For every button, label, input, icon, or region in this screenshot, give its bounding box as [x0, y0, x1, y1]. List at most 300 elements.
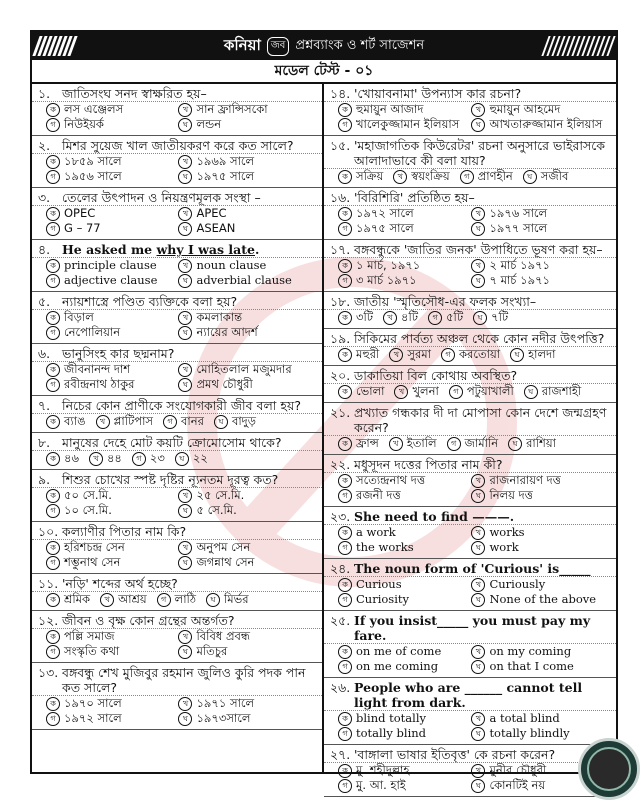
option-item[interactable]	[178, 117, 310, 132]
option-item[interactable]	[46, 273, 178, 288]
question-block	[324, 455, 616, 507]
option-item[interactable]	[338, 102, 471, 117]
option-letter-badge: ঘ	[178, 712, 192, 726]
options-group	[32, 414, 322, 431]
option-item[interactable]	[338, 540, 471, 555]
question-text: শিশুর চোখের স্পষ্ট দৃষ্টির ন্যূনতম দূরত্ব কত?	[62, 472, 279, 487]
options-group	[32, 592, 322, 609]
option-item[interactable]	[524, 384, 581, 399]
option-label: জগন্নাথ সেন	[196, 555, 255, 569]
option-item[interactable]	[338, 258, 471, 273]
option-item[interactable]	[46, 592, 90, 607]
option-item[interactable]	[46, 540, 178, 555]
option-item[interactable]	[46, 117, 178, 132]
option-label: অনুপম সেন	[196, 540, 251, 554]
option-item[interactable]	[46, 696, 178, 711]
option-item[interactable]	[338, 347, 379, 362]
option-item[interactable]	[132, 451, 165, 466]
option-item[interactable]	[89, 451, 122, 466]
options-group	[32, 206, 322, 238]
question-text: সিকিমের পার্বত্য অঞ্চল থেকে কোন নদীর উৎপত্তি?	[354, 331, 605, 346]
option-letter-badge: ঘ	[473, 311, 487, 325]
option-item[interactable]	[471, 592, 604, 607]
corner-logo	[578, 738, 640, 800]
option-letter-badge: গ	[46, 274, 60, 288]
option-item[interactable]	[178, 488, 310, 503]
option-item[interactable]	[338, 577, 471, 592]
option-item[interactable]	[471, 117, 604, 132]
option-label: খালেকুজ্জামান ইলিয়াস	[356, 117, 460, 131]
question-number: ২৭.	[330, 747, 351, 762]
option-letter-badge: খ	[394, 385, 408, 399]
option-label: আশ্রয়	[118, 592, 147, 606]
question-row	[324, 84, 616, 102]
options-group	[32, 102, 322, 134]
question-text: জাতীয় 'স্মৃতিসৌধ-এর ফলক সংখ্যা–	[354, 294, 537, 309]
header-subtitle: প্রশ্নব্যাংক ও শর্ট সাজেশন	[295, 37, 425, 53]
option-label: ১৯৭৩সালে	[196, 711, 251, 725]
option-label: মতিচুর	[196, 644, 228, 658]
option-item[interactable]	[471, 258, 604, 273]
option-letter-badge: ক	[338, 474, 352, 488]
option-letter-badge: ক	[338, 437, 352, 451]
option-item[interactable]	[178, 154, 310, 169]
question-text: মধুসূদন দত্তের পিতার নাম কী?	[354, 457, 503, 472]
option-letter-badge: ঘ	[178, 645, 192, 659]
option-item[interactable]	[178, 169, 310, 184]
option-letter-badge: খ	[96, 415, 110, 429]
option-item[interactable]	[460, 169, 513, 184]
option-item[interactable]	[178, 503, 310, 518]
option-item[interactable]	[46, 154, 178, 169]
option-letter-badge: খ	[471, 712, 485, 726]
option-label: a total blind	[489, 711, 560, 725]
option-letter-badge: খ	[389, 437, 403, 451]
question-text: ভানুসিংহ কার ছদ্মনাম?	[62, 346, 175, 361]
option-label: ২ মার্চ ১৯৭১	[489, 258, 551, 272]
option-letter-badge: ক	[46, 207, 60, 221]
option-item[interactable]	[394, 384, 438, 399]
option-label: noun clause	[196, 258, 267, 272]
option-letter-badge: ঘ	[471, 118, 485, 132]
option-letter-badge: খ	[89, 452, 103, 466]
option-label: OPEC	[64, 206, 96, 220]
option-item[interactable]	[389, 347, 431, 362]
options-group	[324, 206, 616, 238]
question-block	[32, 84, 322, 136]
option-item[interactable]	[46, 414, 86, 429]
option-item[interactable]	[46, 629, 178, 644]
question-row	[324, 678, 616, 711]
options-group	[324, 102, 616, 134]
option-item[interactable]	[178, 206, 310, 221]
question-row	[324, 292, 616, 310]
option-item[interactable]	[471, 711, 604, 726]
option-letter-badge: ঘ	[214, 415, 228, 429]
option-item[interactable]	[46, 102, 178, 117]
option-item[interactable]	[471, 273, 604, 288]
option-label: ৫০ সে.মি.	[64, 488, 112, 502]
question-text: বঙ্গবন্ধু শেখ মুজিবুর রহমান জুলিও কুরি পদক পান কত সালে?	[62, 665, 306, 695]
option-item[interactable]	[471, 488, 604, 503]
option-item[interactable]	[214, 414, 256, 429]
option-item[interactable]	[46, 325, 178, 340]
option-letter-badge: গ	[338, 779, 352, 793]
option-letter-badge: গ	[338, 593, 352, 607]
question-text: 'বিরিশিরি' প্রতিষ্ঠিত হয়–	[354, 190, 475, 205]
option-label: ASEAN	[196, 221, 236, 235]
option-item[interactable]	[338, 117, 471, 132]
question-text: 'বাঙ্গালা ভাষার ইতিবৃত্ত' কে রচনা করেন?	[354, 747, 556, 762]
option-letter-badge: গ	[428, 311, 442, 325]
option-label: হুমায়ুন আজাদ	[356, 102, 424, 116]
option-letter-badge: ঘ	[178, 378, 192, 392]
option-letter-badge: ক	[46, 415, 60, 429]
option-item[interactable]	[471, 540, 604, 555]
question-number: ১৮.	[330, 294, 351, 309]
option-label: আখতারুজ্জামান ইলিয়াস	[489, 117, 603, 131]
option-label: on that I come	[489, 659, 574, 673]
question-number: ১৭.	[330, 242, 351, 257]
option-item[interactable]	[175, 451, 208, 466]
option-item[interactable]	[471, 525, 604, 540]
question-text: তেলের উৎপাদন ও নিয়ন্ত্রণমূলক সংস্থা –	[62, 190, 261, 205]
option-label: Curiosity	[356, 592, 410, 606]
question-block	[324, 745, 616, 797]
question-text-pre: He asked me	[62, 242, 157, 257]
option-item[interactable]	[178, 644, 310, 659]
option-item[interactable]	[178, 325, 310, 340]
option-item[interactable]	[441, 347, 500, 362]
option-item[interactable]	[338, 273, 471, 288]
left-column	[32, 84, 324, 772]
option-letter-badge: ক	[46, 103, 60, 117]
option-item[interactable]	[178, 258, 310, 273]
option-letter-badge: খ	[178, 697, 192, 711]
option-label: work	[489, 540, 519, 554]
option-letter-badge: ক	[338, 578, 352, 592]
question-number: ২৪.	[330, 561, 351, 576]
option-item[interactable]	[178, 362, 310, 377]
option-label: মোহিতলাল মজুমদার	[196, 362, 292, 376]
option-item[interactable]	[178, 310, 310, 325]
question-text: জাতিসংঘ সনদ স্বাক্ষরিত হয়–	[62, 86, 207, 101]
option-label: G – 77	[64, 221, 101, 235]
option-label: মির্ভর	[224, 592, 249, 606]
question-row	[324, 403, 616, 436]
option-label: ইতালি	[406, 436, 437, 450]
option-label: ভোলা	[356, 384, 385, 398]
question-text: The noun form of 'Curious' is_____	[354, 561, 591, 576]
option-item[interactable]	[178, 711, 310, 726]
option-label: সত্যেন্দ্রনাথ দত্ত	[356, 473, 426, 487]
question-row	[32, 292, 322, 310]
option-letter-badge: খ	[178, 311, 192, 325]
option-letter-badge: গ	[157, 593, 171, 607]
option-label: খুলনা	[412, 384, 439, 398]
option-label: নেপোলিয়ান	[64, 325, 121, 339]
option-item[interactable]	[449, 384, 514, 399]
question-block	[32, 136, 322, 188]
question-block	[324, 136, 616, 188]
option-letter-badge: গ	[338, 660, 352, 674]
option-letter-badge: ক	[46, 593, 60, 607]
question-number: ১৬.	[330, 190, 351, 205]
option-item[interactable]	[178, 273, 310, 288]
question-block	[324, 84, 616, 136]
option-letter-badge: গ	[338, 489, 352, 503]
option-letter-badge: ক	[338, 170, 352, 184]
option-item[interactable]	[178, 221, 310, 236]
option-letter-badge: ক	[338, 348, 352, 362]
option-item[interactable]	[46, 503, 178, 518]
option-letter-badge: গ	[449, 385, 463, 399]
option-item[interactable]	[471, 644, 604, 659]
option-item[interactable]	[46, 488, 178, 503]
option-item[interactable]	[471, 726, 604, 741]
question-row	[32, 433, 322, 451]
option-letter-badge: ঘ	[471, 541, 485, 555]
question-text: কল্যাণীর পিতার নাম কি?	[62, 524, 187, 539]
option-letter-badge: ক	[46, 697, 60, 711]
option-item[interactable]	[338, 659, 471, 674]
option-label: মুনীর চৌধুরী	[489, 763, 547, 777]
question-block	[324, 678, 616, 745]
option-label: ১০ সে.মি.	[64, 503, 112, 517]
option-label: ১৯৭৫ সালে	[196, 169, 255, 183]
option-item[interactable]	[46, 206, 178, 221]
options-group	[324, 525, 616, 557]
option-item[interactable]	[100, 592, 147, 607]
options-group	[324, 347, 616, 364]
option-label: ২৫ সে.মি.	[196, 488, 245, 502]
option-letter-badge: ক	[46, 541, 60, 555]
option-item[interactable]	[46, 711, 178, 726]
option-label: ১৯৭৭ সালে	[489, 221, 548, 235]
option-letter-badge: গ	[46, 118, 60, 132]
option-item[interactable]	[338, 436, 379, 451]
option-item[interactable]	[471, 102, 604, 117]
option-letter-badge: গ	[338, 541, 352, 555]
option-letter-badge: ঘ	[178, 274, 192, 288]
question-row	[324, 507, 616, 525]
question-number: ৮.	[38, 435, 51, 450]
option-item[interactable]	[338, 525, 471, 540]
option-item[interactable]	[46, 377, 178, 392]
question-row	[32, 84, 322, 102]
option-letter-badge: খ	[178, 155, 192, 169]
question-text: ন্যায়শাস্ত্রে পণ্ডিত ব্যক্তিকে বলা হয়?	[62, 294, 238, 309]
question-number: ১৩.	[38, 665, 59, 680]
question-row	[324, 329, 616, 347]
option-letter-badge: ক	[338, 259, 352, 273]
option-label: কোনটিই নয়	[489, 778, 546, 792]
question-number: ৫.	[38, 294, 51, 309]
question-block	[324, 292, 616, 329]
option-letter-badge: খ	[178, 259, 192, 273]
option-item[interactable]	[178, 377, 310, 392]
question-block	[32, 396, 322, 433]
option-label: ৫টি	[446, 310, 464, 324]
option-label: বিড়াল	[64, 310, 94, 324]
question-number: ৯.	[38, 472, 51, 487]
option-item[interactable]	[338, 473, 471, 488]
option-item[interactable]	[96, 414, 153, 429]
option-item[interactable]	[178, 629, 310, 644]
option-item[interactable]	[338, 488, 471, 503]
option-item[interactable]	[471, 473, 604, 488]
question-block	[32, 240, 322, 292]
option-letter-badge: খ	[178, 630, 192, 644]
option-item[interactable]	[338, 726, 471, 741]
option-label: ৪৬	[64, 451, 79, 465]
right-column	[324, 84, 616, 792]
option-item[interactable]	[473, 310, 508, 325]
question-number: ১৫.	[330, 138, 351, 153]
option-label: ৭ মার্চ ১৯৭১	[489, 273, 551, 287]
question-text: ডাকাতিয়া বিল কোথায় অবস্থিত?	[354, 368, 518, 383]
option-letter-badge: গ	[132, 452, 146, 466]
question-block	[32, 344, 322, 396]
option-letter-badge: গ	[447, 437, 461, 451]
option-item[interactable]	[46, 451, 79, 466]
option-item[interactable]	[46, 258, 178, 273]
option-label: ন্যায়ের আদর্শ	[196, 325, 258, 339]
option-item[interactable]	[338, 206, 471, 221]
option-item[interactable]	[471, 577, 604, 592]
option-label: শম্ভুনাথ সেন	[64, 555, 121, 569]
option-item[interactable]	[338, 384, 384, 399]
question-number: ১৪.	[330, 86, 351, 101]
option-item[interactable]	[383, 310, 418, 325]
question-row	[32, 136, 322, 154]
option-item[interactable]	[338, 592, 471, 607]
option-label: লন্ডন	[196, 117, 222, 131]
option-item[interactable]	[46, 221, 178, 236]
option-item[interactable]	[178, 696, 310, 711]
option-label: ১৯৭২ সালে	[356, 206, 414, 220]
option-item[interactable]	[338, 221, 471, 236]
question-block	[324, 507, 616, 559]
options-group	[324, 763, 616, 795]
option-label: জার্মানি	[464, 436, 499, 450]
option-item[interactable]	[46, 310, 178, 325]
options-group	[32, 488, 322, 520]
option-item[interactable]	[389, 436, 437, 451]
option-item[interactable]	[428, 310, 463, 325]
question-text: নিচের কোন প্রাণীকে সংযোগকারী জীব বলা হয়?	[62, 398, 301, 413]
option-label: রাজশাহী	[541, 384, 582, 398]
option-label: ১৯৬৯ সালে	[196, 154, 255, 168]
option-letter-badge: ঘ	[471, 660, 485, 674]
option-letter-badge: ঘ	[471, 222, 485, 236]
question-row	[324, 366, 616, 384]
header-stripes-right	[545, 36, 612, 56]
option-item[interactable]	[447, 436, 499, 451]
question-number: ২১.	[330, 405, 351, 420]
option-letter-badge: খ	[178, 103, 192, 117]
option-label: প্লাটিপাস	[113, 414, 153, 428]
option-item[interactable]	[178, 540, 310, 555]
question-text: প্রখ্যাত গন্ধকার দী দা মোপাসা কোন দেশে জন্মগ্রহণ করেন?	[354, 405, 607, 435]
option-item[interactable]	[510, 347, 555, 362]
option-label: সান ফ্রান্সিসকো	[196, 102, 268, 116]
question-text: বঙ্গবন্ধুকে 'জাতির জনক' উপাধিতে ভূষণ করা হয়–	[354, 242, 603, 257]
option-item[interactable]	[46, 644, 178, 659]
option-item[interactable]	[338, 310, 373, 325]
option-item[interactable]	[471, 206, 604, 221]
option-letter-badge: খ	[178, 207, 192, 221]
option-item[interactable]	[393, 169, 449, 184]
brand-name: কনিয়া	[223, 35, 261, 54]
option-letter-badge: ক	[46, 630, 60, 644]
option-letter-badge: গ	[338, 274, 352, 288]
option-item[interactable]	[46, 362, 178, 377]
option-letter-badge: ঘ	[471, 274, 485, 288]
option-label: on my coming	[489, 644, 572, 658]
option-item[interactable]	[157, 592, 196, 607]
option-item[interactable]	[46, 555, 178, 570]
option-letter-badge: ক	[46, 363, 60, 377]
option-item[interactable]	[46, 169, 178, 184]
options-group	[32, 310, 322, 342]
option-item[interactable]	[163, 414, 204, 429]
option-label: শ্রমিক	[64, 592, 91, 606]
question-number: ১১.	[38, 576, 59, 591]
options-group	[324, 711, 616, 743]
option-letter-badge: ঘ	[178, 556, 192, 570]
option-label: ১ মার্চ, ১৯৭১	[356, 258, 421, 272]
question-block	[324, 188, 616, 240]
option-item[interactable]	[206, 592, 249, 607]
option-item[interactable]	[471, 659, 604, 674]
question-number: ১২.	[38, 613, 59, 628]
question-block	[324, 240, 616, 292]
option-letter-badge: ঘ	[206, 593, 220, 607]
option-item[interactable]	[471, 221, 604, 236]
option-label: works	[489, 525, 525, 539]
option-item[interactable]	[508, 436, 556, 451]
options-group	[32, 258, 322, 290]
option-item[interactable]	[338, 778, 471, 793]
options-group	[324, 473, 616, 505]
option-letter-badge: ক	[46, 489, 60, 503]
option-label: on me of come	[356, 644, 442, 658]
option-label: হালদা	[528, 347, 556, 361]
option-item[interactable]	[338, 711, 471, 726]
option-item[interactable]	[178, 555, 310, 570]
option-letter-badge: খ	[471, 764, 485, 778]
option-label: ৪টি	[401, 310, 419, 324]
options-group	[324, 577, 616, 609]
option-item[interactable]	[523, 169, 569, 184]
option-letter-badge: গ	[338, 222, 352, 236]
option-item[interactable]	[178, 102, 310, 117]
question-block	[32, 433, 322, 470]
option-letter-badge: ক	[338, 103, 352, 117]
option-letter-badge: ঘ	[508, 437, 522, 451]
option-letter-badge: গ	[338, 118, 352, 132]
option-letter-badge: খ	[178, 541, 192, 555]
question-text	[62, 242, 322, 257]
question-block	[32, 574, 322, 611]
option-letter-badge: গ	[338, 727, 352, 741]
option-item[interactable]	[338, 169, 383, 184]
option-label: করতোয়া	[459, 347, 501, 361]
question-row	[32, 470, 322, 488]
option-item[interactable]	[338, 763, 471, 778]
option-item[interactable]	[338, 644, 471, 659]
